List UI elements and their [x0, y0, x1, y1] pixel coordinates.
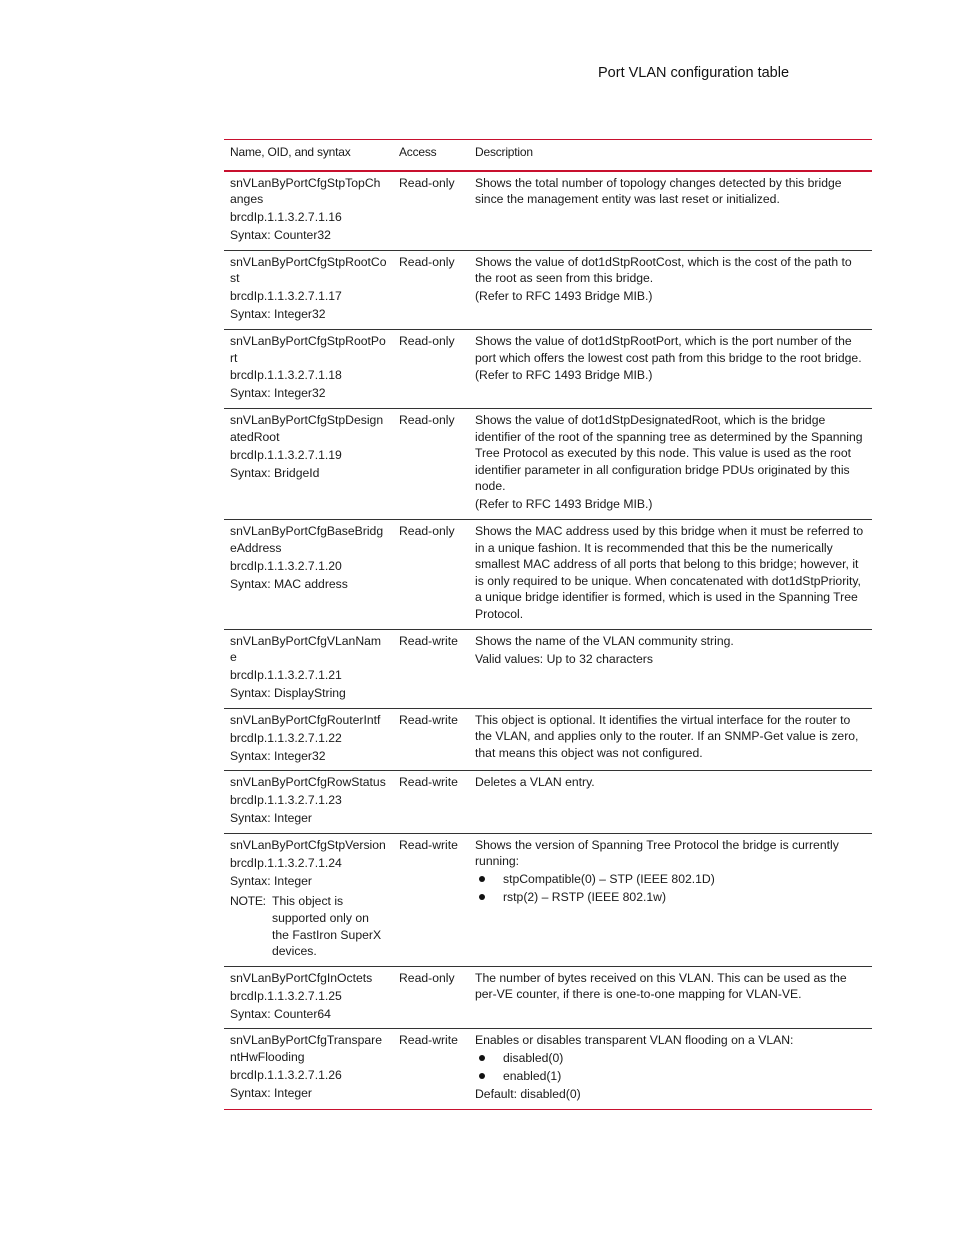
- table-row: [224, 409, 872, 520]
- object-oid: brcdIp.1.1.3.2.7.1.17: [230, 289, 342, 304]
- cell-description: [469, 771, 872, 834]
- cell-name-oid-syntax: [224, 1029, 393, 1109]
- object-syntax: Syntax: Integer: [230, 1085, 312, 1100]
- bullet-text: disabled(0): [503, 1050, 564, 1065]
- cell-name-oid-syntax: [224, 771, 393, 834]
- table-row: [224, 171, 872, 251]
- object-syntax: Syntax: MAC address: [230, 576, 348, 591]
- cell-description: [469, 171, 872, 251]
- object-syntax: Syntax: Integer32: [230, 748, 326, 763]
- cell-description: [469, 520, 872, 630]
- object-name: snVLanByPortCfgStpDesignatedRoot: [230, 413, 384, 444]
- object-oid: brcdIp.1.1.3.2.7.1.22: [230, 730, 342, 745]
- mib-object-table: [224, 139, 872, 1110]
- description-text: The number of bytes received on this VLAN. This can be used as the per-VE counter, if there is one-to-one mapping for VLAN-VE.: [475, 970, 847, 1002]
- cell-description: [469, 833, 872, 966]
- description-text: (Refer to RFC 1493 Bridge MIB.): [475, 289, 653, 304]
- description-text: Shows the name of the VLAN community string.: [475, 633, 734, 648]
- cell-name-oid-syntax: [224, 833, 393, 966]
- description-text: (Refer to RFC 1493 Bridge MIB.): [475, 368, 653, 383]
- bullet-text: stpCompatible(0) – STP (IEEE 802.1D): [503, 872, 715, 887]
- column-header-description: Description: [475, 145, 533, 159]
- table-row: [224, 1029, 872, 1109]
- object-name: snVLanByPortCfgInOctets: [230, 970, 373, 985]
- cell-access: Read-only: [399, 524, 455, 539]
- cell-access: Read-only: [399, 254, 455, 269]
- object-name: snVLanByPortCfgRowStatus: [230, 775, 386, 790]
- cell-name-oid-syntax: [224, 329, 393, 408]
- description-text: Shows the total number of topology changes detected by this bridge since the management entity was last reset or initialized.: [475, 175, 842, 207]
- object-name: snVLanByPortCfgBaseBridgeAddress: [230, 524, 384, 555]
- cell-access: Read-only: [399, 970, 455, 985]
- page-header-title: Port VLAN configuration table: [598, 65, 790, 81]
- bullet-dot-icon: [479, 876, 485, 882]
- object-oid: brcdIp.1.1.3.2.7.1.24: [230, 855, 342, 870]
- object-name: snVLanByPortCfgTransparentHwFlooding: [230, 1033, 382, 1064]
- cell-name-oid-syntax: [224, 708, 393, 771]
- table-row: [224, 708, 872, 771]
- object-name: snVLanByPortCfgStpVersion: [230, 837, 386, 852]
- bullet-item: [475, 871, 866, 888]
- cell-description: [469, 966, 872, 1029]
- cell-description: [469, 629, 872, 708]
- bullet-list: [475, 1050, 866, 1085]
- bullet-item: [475, 1068, 866, 1085]
- description-text: Enables or disables transparent VLAN flooding on a VLAN:: [475, 1033, 794, 1048]
- object-syntax: Syntax: Integer: [230, 811, 312, 826]
- note-text: This object is supported only on the FastIron SuperX devices.: [272, 894, 382, 959]
- cell-access: Read-write: [399, 837, 458, 852]
- object-syntax: Syntax: Integer: [230, 873, 312, 888]
- object-oid: brcdIp.1.1.3.2.7.1.19: [230, 447, 342, 462]
- bullet-dot-icon: [479, 1055, 485, 1061]
- table-row: [224, 833, 872, 966]
- object-name: snVLanByPortCfgRouterIntf: [230, 712, 381, 727]
- bullet-dot-icon: [479, 1073, 485, 1079]
- table-row: [224, 771, 872, 834]
- object-name: snVLanByPortCfgStpRootCost: [230, 254, 387, 286]
- bullet-dot-icon: [479, 894, 485, 900]
- description-text: Shows the value of dot1dStpRootCost, which is the cost of the path to the root as seen from this bridge.: [475, 254, 852, 286]
- cell-description: [469, 250, 872, 329]
- bullet-list: [475, 871, 866, 906]
- table-header-row: [224, 140, 872, 171]
- object-name: snVLanByPortCfgVLanName: [230, 633, 382, 665]
- table-row: [224, 250, 872, 329]
- bullet-item: [475, 889, 866, 906]
- description-text: Deletes a VLAN entry.: [475, 775, 595, 790]
- object-syntax: Syntax: DisplayString: [230, 686, 346, 701]
- object-oid: brcdIp.1.1.3.2.7.1.25: [230, 988, 342, 1003]
- object-oid: brcdIp.1.1.3.2.7.1.18: [230, 368, 342, 383]
- object-name: snVLanByPortCfgStpTopChanges: [230, 175, 381, 207]
- table-row: [224, 629, 872, 708]
- column-header-access: Access: [399, 145, 437, 159]
- cell-description: [469, 1029, 872, 1109]
- table-row: [224, 966, 872, 1029]
- object-oid: brcdIp.1.1.3.2.7.1.26: [230, 1067, 342, 1082]
- bullet-text: rstp(2) – RSTP (IEEE 802.1w): [503, 890, 667, 905]
- cell-access: Read-write: [399, 712, 458, 727]
- object-oid: brcdIp.1.1.3.2.7.1.20: [230, 558, 342, 573]
- cell-access: Read-write: [399, 1033, 458, 1048]
- object-name: snVLanByPortCfgStpRootPort: [230, 333, 386, 365]
- table-row: [224, 520, 872, 630]
- object-syntax: Syntax: Counter32: [230, 228, 331, 243]
- cell-access: Read-only: [399, 333, 455, 348]
- cell-description: [469, 329, 872, 408]
- cell-name-oid-syntax: [224, 171, 393, 251]
- object-oid: brcdIp.1.1.3.2.7.1.16: [230, 210, 342, 225]
- cell-description: [469, 409, 872, 520]
- object-oid: brcdIp.1.1.3.2.7.1.23: [230, 793, 342, 808]
- cell-name-oid-syntax: [224, 629, 393, 708]
- cell-name-oid-syntax: [224, 250, 393, 329]
- object-syntax: Syntax: BridgeId: [230, 465, 320, 480]
- note-block: [230, 893, 387, 959]
- description-text: Shows the version of Spanning Tree Protocol the bridge is currently running:: [475, 837, 839, 869]
- column-header-name: Name, OID, and syntax: [230, 145, 351, 159]
- cell-name-oid-syntax: [224, 966, 393, 1029]
- description-text: Shows the value of dot1dStpRootPort, which is the port number of the port which offers the lowest cost path from this bridge to the root bridge.: [475, 333, 862, 365]
- object-syntax: Syntax: Counter64: [230, 1006, 331, 1021]
- cell-name-oid-syntax: [224, 409, 393, 520]
- description-text: Valid values: Up to 32 characters: [475, 651, 653, 666]
- description-text: (Refer to RFC 1493 Bridge MIB.): [475, 497, 653, 512]
- bullet-text: enabled(1): [503, 1068, 562, 1083]
- description-text: Shows the MAC address used by this bridge when it must be referred to in a unique fashion. It is recommended that this be the numerically smallest MAC address of all ports that belong to this bridge; however, it is only required to be unique. When concatenated with dot1dStpPriority, a unique bridge identifier is formed, which is used in the Spanning Tree Protocol.: [475, 524, 864, 621]
- description-text: Shows the value of dot1dStpDesignatedRoot, which is the bridge identifier of the root of the spanning tree as determined by the Spanning Tree Protocol as executed by this node. This value is used as the root identifier parameter in all configuration bridge PDUs originated by this node.: [475, 413, 863, 494]
- table-row: [224, 329, 872, 408]
- cell-access: Read-only: [399, 413, 455, 428]
- object-syntax: Syntax: Integer32: [230, 386, 326, 401]
- description-text: This object is optional. It identifies the virtual interface for the router to the VLAN, and applies only to the router. If an SNMP-Get value is zero, that means this object was not configured.: [475, 712, 859, 760]
- object-oid: brcdIp.1.1.3.2.7.1.21: [230, 668, 342, 683]
- cell-description: [469, 708, 872, 771]
- cell-access: Read-only: [399, 175, 455, 190]
- note-label: NOTE:: [230, 894, 266, 909]
- object-syntax: Syntax: Integer32: [230, 307, 326, 322]
- cell-name-oid-syntax: [224, 520, 393, 630]
- description-default: Default: disabled(0): [475, 1086, 581, 1101]
- bullet-item: [475, 1050, 866, 1067]
- cell-access: Read-write: [399, 775, 458, 790]
- cell-access: Read-write: [399, 633, 458, 648]
